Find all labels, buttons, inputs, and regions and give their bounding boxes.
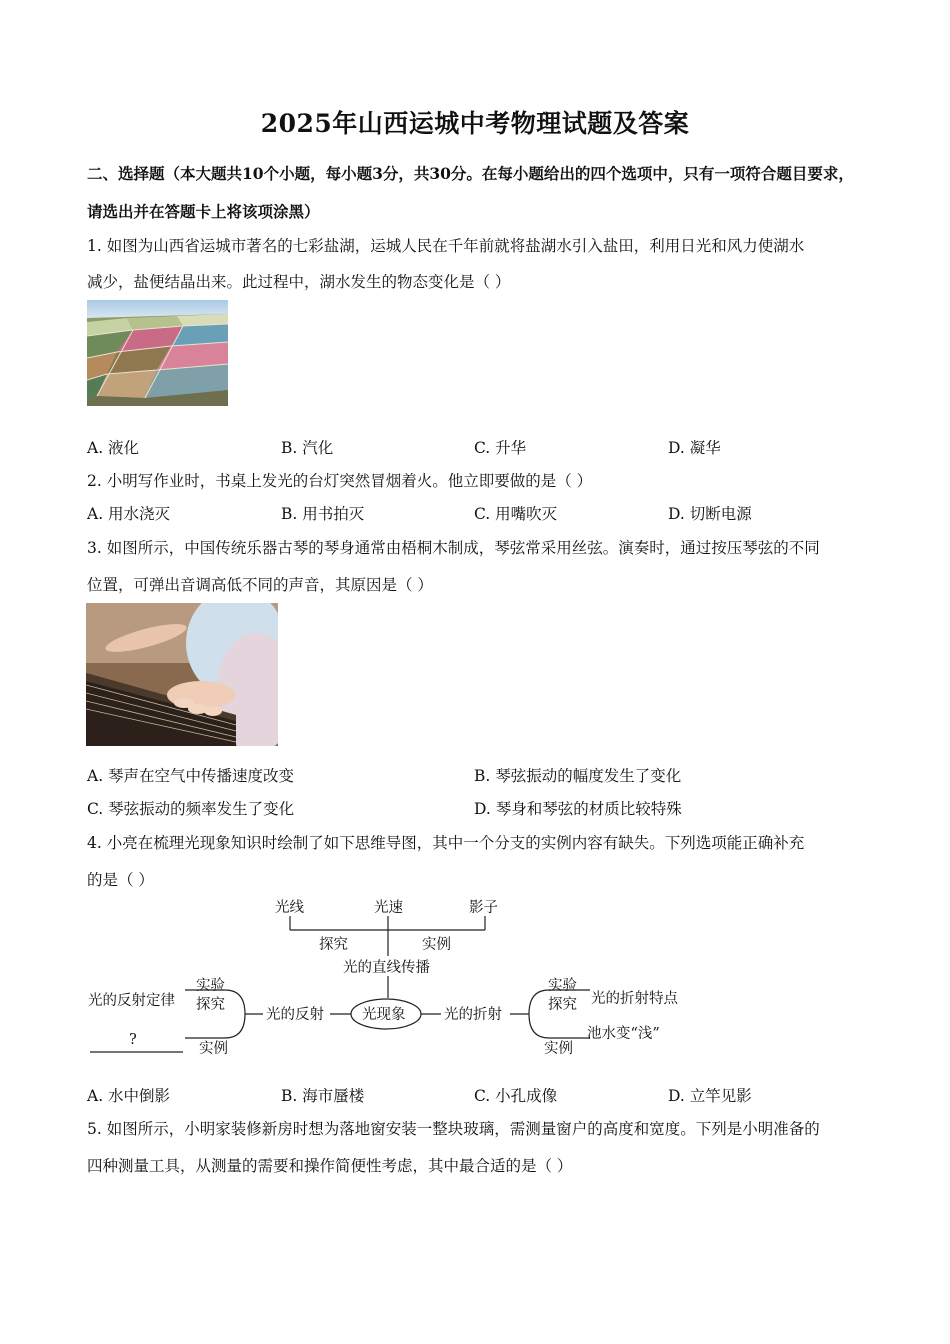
question-4-option-a: A. 水中倒影 bbox=[87, 1087, 171, 1105]
mindmap-right-bottom-item: 池水变“浅” bbox=[587, 1026, 660, 1042]
mindmap-right-top-item: 光的折射特点 bbox=[591, 991, 678, 1007]
mindmap-top-left-label: 探究 bbox=[319, 937, 348, 953]
question-2-option-c: C. 用嘴吹灭 bbox=[474, 505, 558, 523]
question-3-option-c: C. 琴弦振动的频率发生了变化 bbox=[87, 800, 295, 818]
mindmap-center: 光现象 bbox=[362, 1007, 406, 1023]
question-5-line1: 5. 如图所示，小明家装修新房时想为落地窗安装一整块玻璃，需测量窗户的高度和宽度。下列是小明准备的 bbox=[87, 1120, 820, 1138]
mindmap-left-top-label-2: 探究 bbox=[196, 997, 225, 1013]
question-1-line2: 减少，盐便结晶出来。此过程中，湖水发生的物态变化是（ ） bbox=[87, 273, 511, 291]
mindmap-top-item-3: 影子 bbox=[469, 900, 498, 916]
page-title: 2025年山西运城中考物理试题及答案 bbox=[260, 109, 690, 138]
question-1-option-d: D. 凝华 bbox=[668, 439, 721, 457]
question-1-line1: 1. 如图为山西省运城市著名的七彩盐湖，运城人民在千年前就将盐湖水引入盐田，利用日光和风力使湖水 bbox=[87, 237, 805, 255]
mindmap-left-bottom-label: 实例 bbox=[199, 1041, 228, 1057]
mindmap-right-top-label-1: 实验 bbox=[548, 978, 577, 994]
question-1-option-b: B. 汽化 bbox=[281, 439, 334, 457]
mindmap-top-item-2: 光速 bbox=[374, 900, 403, 916]
mindmap-top-item-1: 光线 bbox=[275, 900, 304, 916]
question-1-option-a: A. 液化 bbox=[87, 439, 140, 457]
question-3-option-b: B. 琴弦振动的幅度发生了变化 bbox=[474, 767, 682, 785]
question-2-option-b: B. 用书拍灭 bbox=[281, 505, 365, 523]
mindmap-straight-propagation: 光的直线传播 bbox=[343, 960, 430, 976]
question-4-option-b: B. 海市蜃楼 bbox=[281, 1087, 365, 1105]
light-phenomena-mindmap bbox=[85, 892, 705, 1071]
question-2-line1: 2. 小明写作业时，书桌上发光的台灯突然冒烟着火。他立即要做的是（ ） bbox=[87, 472, 593, 490]
mindmap-left-top-label-1: 实验 bbox=[196, 978, 225, 994]
salt-lake-photo bbox=[87, 300, 228, 406]
question-3-option-a: A. 琴声在空气中传播速度改变 bbox=[87, 767, 295, 785]
mindmap-missing-item: ? bbox=[129, 1032, 137, 1048]
guqin-photo bbox=[86, 603, 278, 746]
question-3-line1: 3. 如图所示，中国传统乐器古琴的琴身通常由梧桐木制成，琴弦常采用丝弦。演奏时，通过按压琴弦的不同 bbox=[87, 539, 820, 557]
question-4-line1: 4. 小亮在梳理光现象知识时绘制了如下思维导图，其中一个分支的实例内容有缺失。下列选项能正确补充 bbox=[87, 834, 805, 852]
mindmap-refraction: 光的折射 bbox=[444, 1007, 502, 1023]
question-1-option-c: C. 升华 bbox=[474, 439, 527, 457]
mindmap-left-top-item: 光的反射定律 bbox=[88, 993, 175, 1009]
mindmap-right-bottom-label: 实例 bbox=[544, 1041, 573, 1057]
section-heading-line2: 请选出并在答题卡上将该项涂黑） bbox=[87, 202, 320, 221]
mindmap-reflection: 光的反射 bbox=[266, 1007, 324, 1023]
question-3-line2: 位置，可弹出音调高低不同的声音，其原因是（ ） bbox=[87, 576, 433, 594]
question-4-option-d: D. 立竿见影 bbox=[668, 1087, 752, 1105]
question-5-line2: 四种测量工具，从测量的需要和操作简便性考虑，其中最合适的是（ ） bbox=[87, 1157, 573, 1175]
question-2-option-a: A. 用水浇灭 bbox=[87, 505, 171, 523]
question-4-option-c: C. 小孔成像 bbox=[474, 1087, 558, 1105]
question-4-line2: 的是（ ） bbox=[87, 871, 154, 889]
question-3-option-d: D. 琴身和琴弦的材质比较特殊 bbox=[474, 800, 682, 818]
section-heading-line1: 二、选择题（本大题共10个小题，每小题3分，共30分。在每小题给出的四个选项中，只有一项符合题目要求， bbox=[87, 164, 854, 183]
mindmap-right-top-label-2: 探究 bbox=[548, 997, 577, 1013]
question-2-option-d: D. 切断电源 bbox=[668, 505, 752, 523]
mindmap-top-right-label: 实例 bbox=[422, 937, 451, 953]
